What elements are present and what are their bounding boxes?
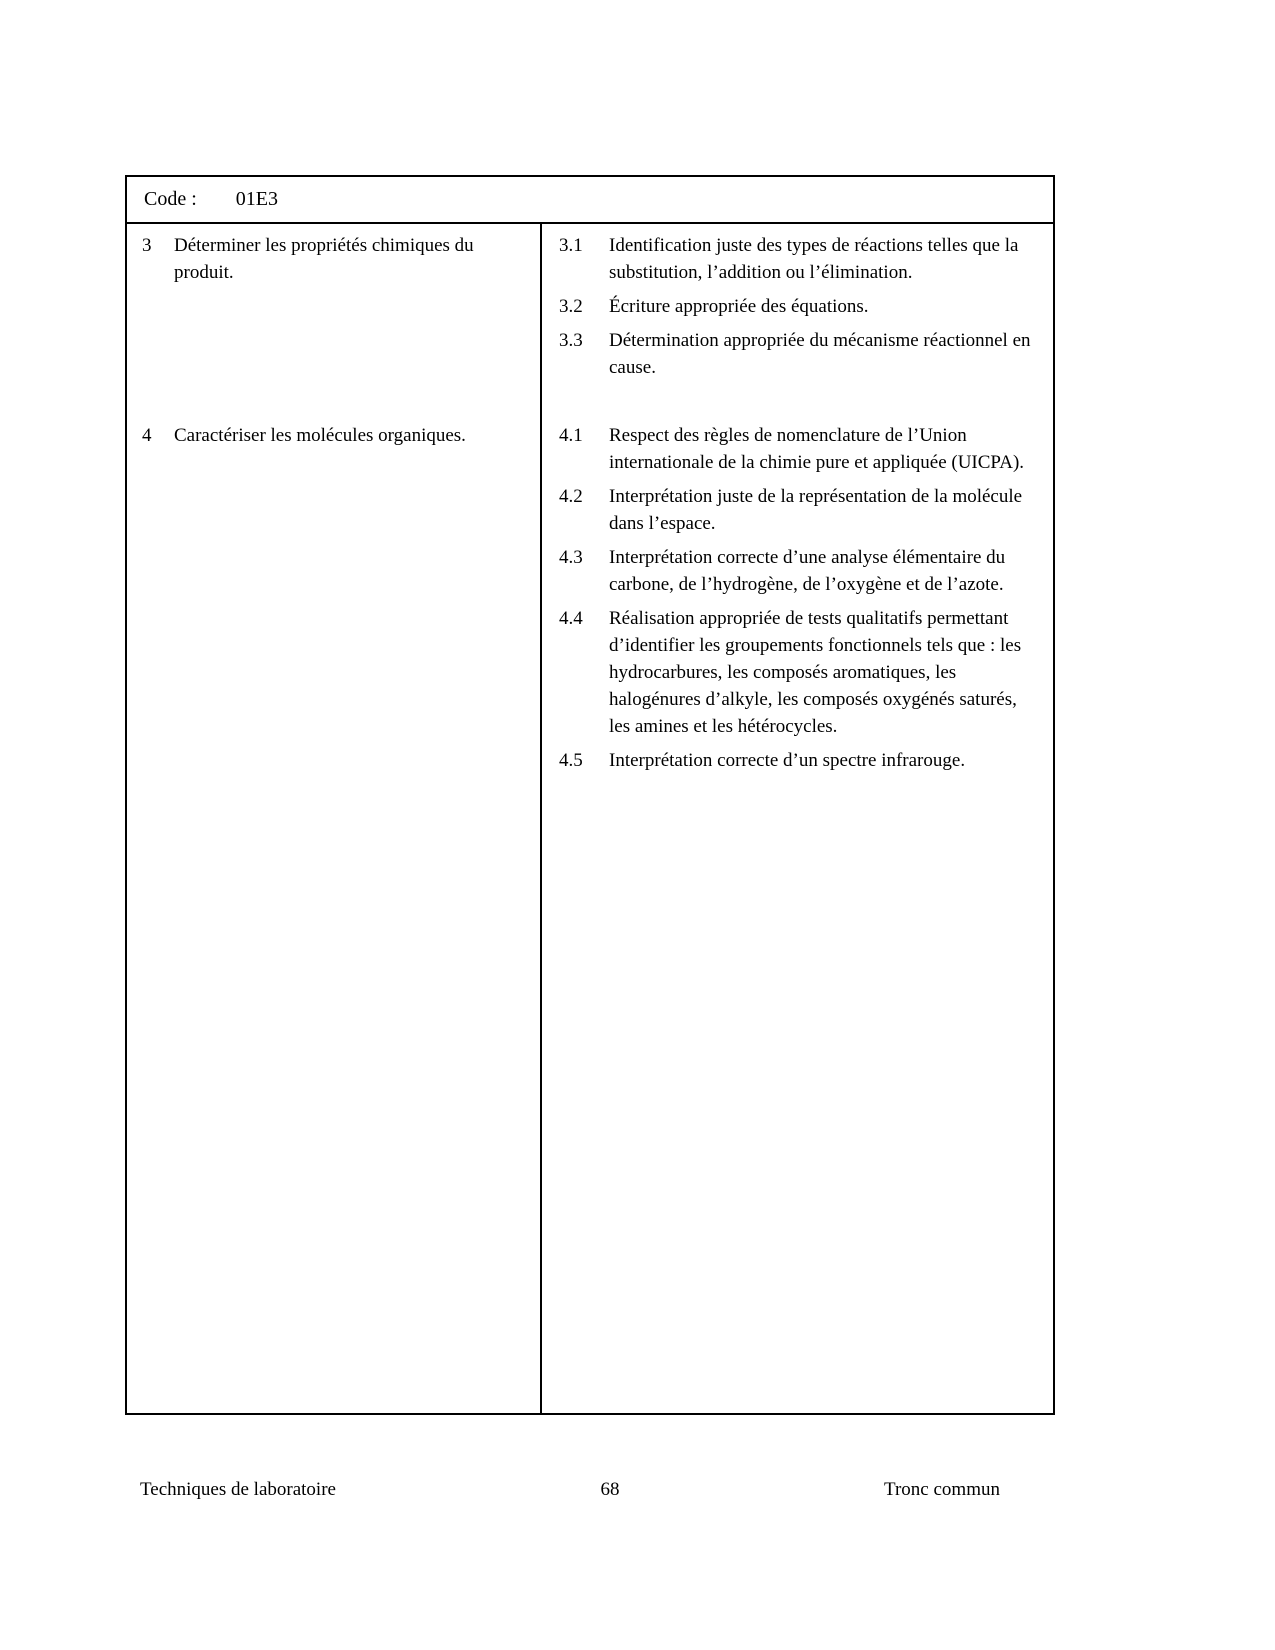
criterion-text: Interprétation correcte d’un spectre infrarouge. <box>609 750 966 771</box>
table-row-objective-4 <box>127 388 1053 781</box>
criterion-number: 4.4 <box>559 608 583 629</box>
criterion-item <box>559 747 1031 774</box>
page-footer <box>140 1478 1000 1502</box>
criterion-text: Identification juste des types de réactions telles que la substitution, l’addition ou l’élimination. <box>609 235 1019 283</box>
criterion-text: Écriture appropriée des équations. <box>609 296 869 317</box>
table-body <box>127 224 1053 1413</box>
criterion-text: Réalisation appropriée de tests qualitatifs permettant d’identifier les groupements fonctionnels tels que : les hydrocarbures, les composés aromatiques, les halogénures d’alkyle, les composés oxygénés saturés, les amines et les hétérocycles. <box>609 608 1022 737</box>
criterion-text: Interprétation correcte d’une analyse élémentaire du carbone, de l’hydrogène, de l’oxygène et de l’azote. <box>609 547 1006 595</box>
objective-text: Déterminer les propriétés chimiques du produit. <box>174 235 474 283</box>
table-row-empty <box>127 781 1053 1413</box>
criterion-number: 4.2 <box>559 486 583 507</box>
empty-right-cell <box>542 781 1053 1413</box>
criterion-text: Respect des règles de nomenclature de l’Union internationale de la chimie pure et appliquée (UICPA). <box>609 425 1025 473</box>
footer-section-name: Tronc commun <box>884 1479 1000 1500</box>
code-header-row <box>127 177 1053 224</box>
criterion-item <box>559 422 1031 476</box>
objective-number: 3 <box>142 235 152 256</box>
criterion-number: 4.5 <box>559 750 583 771</box>
criterion-text: Interprétation juste de la représentation de la molécule dans l’espace. <box>609 486 1023 534</box>
code-label: Code : <box>144 188 197 210</box>
criterion-item <box>559 293 1031 320</box>
objective-cell-4 <box>127 388 542 781</box>
criterion-number: 4.3 <box>559 547 583 568</box>
criteria-cell-3 <box>542 224 1053 388</box>
criterion-item <box>559 544 1031 598</box>
objective-number: 4 <box>142 425 152 446</box>
criterion-text: Détermination appropriée du mécanisme réactionnel en cause. <box>609 330 1031 378</box>
criterion-number: 4.1 <box>559 425 583 446</box>
criterion-item <box>559 232 1031 286</box>
objective-cell-3 <box>127 224 542 388</box>
footer-page-number: 68 <box>600 1479 620 1500</box>
objective-item <box>142 232 526 286</box>
footer-document-title: Techniques de laboratoire <box>140 1479 336 1500</box>
criteria-table <box>125 175 1055 1415</box>
table-row-objective-3 <box>127 224 1053 388</box>
criterion-item <box>559 327 1031 381</box>
criterion-number: 3.1 <box>559 235 583 256</box>
criterion-number: 3.3 <box>559 330 583 351</box>
code-value: 01E3 <box>235 188 278 210</box>
objective-text: Caractériser les molécules organiques. <box>174 425 466 446</box>
criteria-cell-4 <box>542 388 1053 781</box>
criterion-item <box>559 605 1031 740</box>
objective-item <box>142 422 526 449</box>
empty-left-cell <box>127 781 542 1413</box>
criterion-item <box>559 483 1031 537</box>
criterion-number: 3.2 <box>559 296 583 317</box>
